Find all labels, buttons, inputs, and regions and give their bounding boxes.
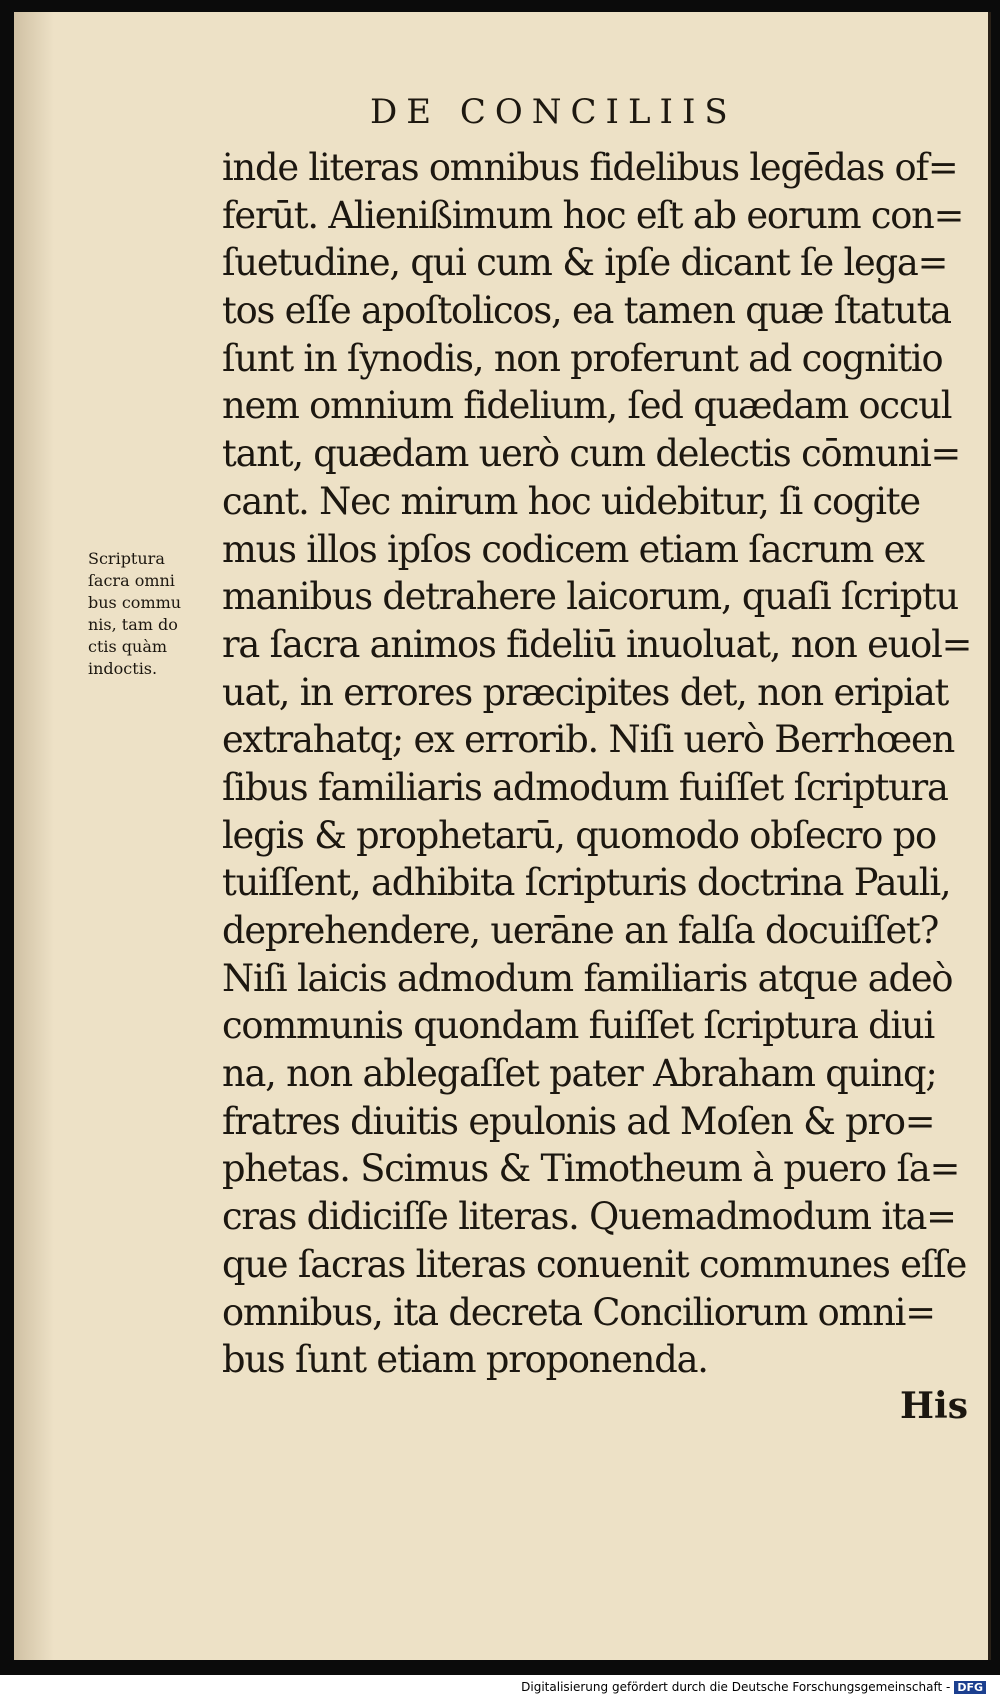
text-line: ferūt. Alienißimum hoc eſt ab eorum con= [222, 193, 964, 237]
text-line: mus illos ipſos codicem etiam ſacrum ex [222, 527, 924, 571]
text-line: Niſi laicis admodum familiaris atque adeò [222, 956, 953, 1000]
text-line: ſunt in ſynodis, non proferunt ad cognitio [222, 336, 943, 380]
text-line: na, non ablegaſſet pater Abraham quinq; [222, 1052, 937, 1096]
footer-credit: Digitalisierung gefördert durch die Deutsche Forschungsgemeinschaft - [521, 1680, 951, 1694]
text-line: tuiſſent, adhibita ſcripturis doctrina Pauli, [222, 861, 951, 905]
margin-note [88, 548, 228, 680]
text-line: nem omnium fidelium, ſed quædam occul [222, 384, 952, 428]
text-line: tos eſſe apoſtolicos, ea tamen quæ ſtatuta [222, 289, 951, 333]
running-head: DE CONCILIIS [370, 92, 737, 132]
body-text [222, 144, 982, 1384]
margin-note-line: ctis quàm [88, 637, 168, 656]
text-line: que ſacras literas conuenit communes eſſe [222, 1242, 967, 1286]
text-line: communis quondam fuiſſet ſcriptura diui [222, 1004, 935, 1048]
text-line: uat, in errores præcipites det, non eripiat [222, 670, 949, 714]
text-line: bus ſunt etiam proponenda. [222, 1338, 708, 1382]
catchword: His [900, 1385, 968, 1427]
text-line: cant. Nec mirum hoc uidebitur, ſi cogite [222, 479, 920, 523]
text-line: ſuetudine, qui cum & ipſe dicant ſe lega= [222, 241, 948, 285]
dfg-logo: DFG [954, 1681, 986, 1694]
margin-note-line: nis, tam do [88, 615, 178, 634]
text-line: ra ſacra animos fideliū inuoluat, non euol= [222, 622, 972, 666]
text-line: legis & prophetarū, quomodo obſecro po [222, 813, 936, 857]
margin-note-line: indoctis. [88, 659, 158, 678]
text-line: inde literas omnibus fidelibus legēdas of= [222, 146, 958, 189]
text-line: omnibus, ita decreta Conciliorum omni= [222, 1290, 935, 1334]
text-line: phetas. Scimus & Timotheum à puero ſa= [222, 1147, 960, 1191]
text-line: manibus detrahere laicorum, quaſi ſcriptu [222, 575, 958, 619]
text-line: extrahatq; ex errorib. Niſi uerò Berrhœen [222, 718, 955, 762]
text-line: ſibus familiaris admodum fuiſſet ſcriptura [222, 765, 948, 809]
text-line: fratres diuitis epulonis ad Moſen & pro= [222, 1099, 935, 1143]
text-line: tant, quædam uerò cum delectis cōmuni= [222, 432, 961, 476]
text-line: deprehendere, uerāne an falſa docuiſſet? [222, 909, 939, 952]
text-line: cras didiciſſe literas. Quemadmodum ita= [222, 1195, 956, 1239]
margin-note-line: Scriptura [88, 549, 165, 568]
margin-note-line: bus commu [88, 593, 182, 612]
digitization-footer [0, 1680, 986, 1694]
gutter-shadow [14, 12, 54, 1660]
margin-note-line: ſacra omni [88, 571, 175, 590]
